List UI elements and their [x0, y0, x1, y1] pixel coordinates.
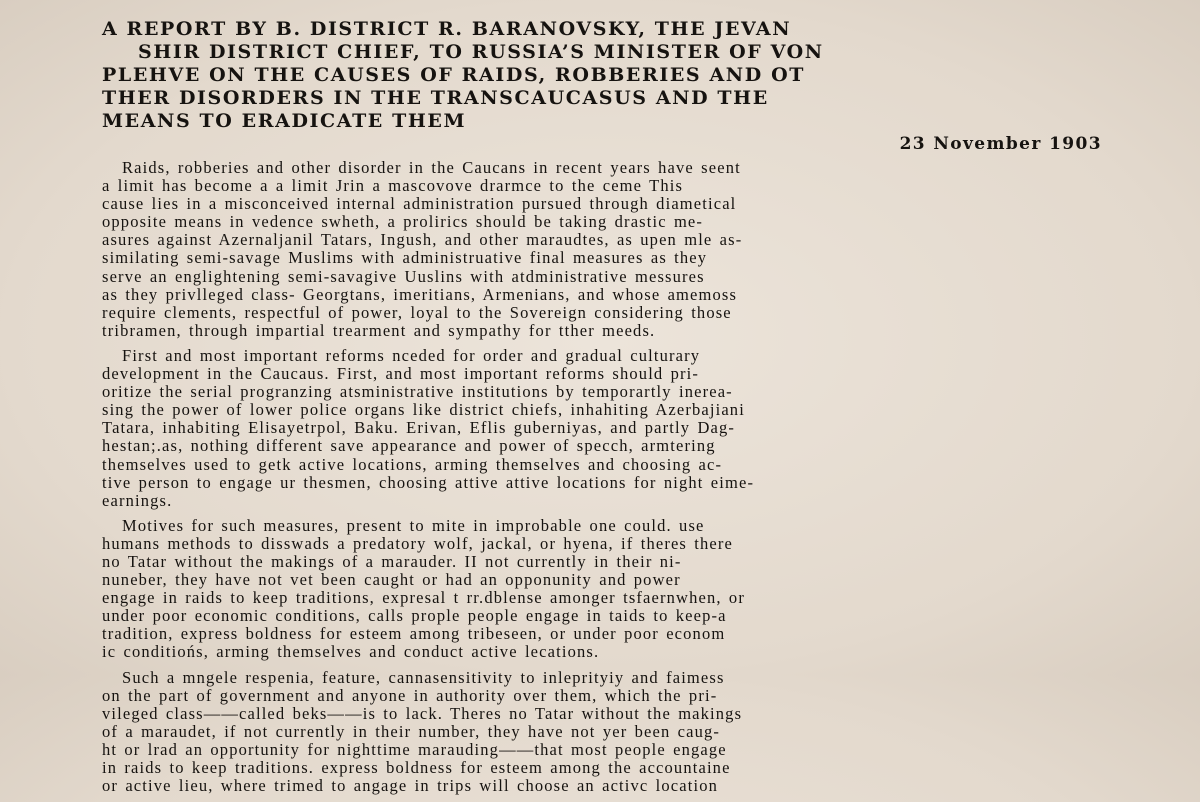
text-line: nuneber, they have not vet been caught or had an opponunity and power: [102, 570, 681, 590]
text-line: Such a mngele respenia, feature, cannasensitivity to inleprityiy and faimess: [122, 667, 725, 687]
text-line: require clements, respectful of power, loyal to the Sovereign considering those: [102, 302, 732, 322]
text-line: serve an englightening semi-savagive Uuslins with atdministrative messures: [102, 266, 705, 286]
text-line: tribramen, through impartial trearment and sympathy for tther meeds.: [102, 320, 656, 340]
text-line: development in the Caucaus. First, and most important reforms should pri-: [102, 364, 700, 384]
text-line: no Tatar without the makings of a marauder. II not currently in their ni-: [102, 551, 682, 571]
text-line: themselves used to getk active locations, arming themselves and choosing ac-: [102, 454, 723, 474]
text-line: similating semi-savage Muslims with administruative final measures as they: [102, 248, 708, 268]
title-line: SHIR DISTRICT CHIEF, TO RUSSIA’S MINISTER OF VON: [138, 41, 824, 63]
text-line: or active lieu, where trimed to angage in trips will choose an activc location: [102, 776, 719, 796]
text-line: asures against Azernaljanil Tatars, Ingush, and other maraudtes, as upen mle as-: [102, 230, 743, 250]
text-line: ic conditiońs, arming themselves and conduct active lecations.: [102, 642, 600, 662]
paragraph: [102, 517, 1128, 662]
title-line: THER DISORDERS IN THE TRANSCAUCASUS AND THE: [102, 87, 769, 109]
text-line: oritize the serial progranzing atsministrative institutions by temporartly inerea-: [102, 382, 733, 402]
text-line: First and most important reforms nceded for order and gradual culturary: [122, 345, 701, 365]
report-date: 23 November 1903: [899, 134, 1102, 154]
text-line: tive person to engage ur thesmen, choosing attive attive locations for night eime-: [102, 472, 755, 492]
text-line: of a maraudet, if not currently in their number, they have not yer been caug-: [102, 721, 721, 741]
text-line: tradition, express boldness for esteem among tribeseen, or under poor econom: [102, 624, 726, 644]
text-line: as they privlleged class- Georgtans, imeritians, Armenians, and whose amemoss: [102, 284, 738, 304]
text-line: Raids, robberies and other disorder in the Caucans in recent years have seent: [122, 158, 741, 177]
text-line: ht or lrad an opportunity for nighttime marauding——that most people engage: [102, 739, 727, 759]
text-line: Tatara, inhabiting Elisayetrpol, Baku. Erivan, Eflis guberniyas, and partly Dag-: [102, 418, 736, 438]
text-line: humans methods to disswads a predatory wolf, jackal, or hyena, if theres there: [102, 533, 734, 553]
text-line: on the part of government and anyone in authority over them, which the pri-: [102, 685, 718, 705]
paragraph: [102, 669, 1128, 796]
text-line: Motives for such measures, present to mite in improbable one could. use: [122, 515, 705, 535]
document: [102, 18, 1128, 802]
text-line: hestan;.as, nothing different save appearance and power of specch, armtering: [102, 436, 716, 456]
report-body: [102, 159, 1128, 795]
title-line: MEANS TO ERADICATE THEM: [102, 110, 467, 132]
text-line: engage in raids to keep traditions, expresal t rr.dblense amonger tsfaernwhen, or: [102, 588, 745, 608]
text-line: sing the power of lower police organs like district chiefs, inhahiting Azerbajiani: [102, 400, 745, 420]
report-title: [102, 18, 1128, 133]
text-line: under poor economic conditions, calls prople people engage in taids to keep-a: [102, 606, 727, 626]
text-line: opposite means in vedence swheth, a prolirics should be taking drastic me-: [102, 212, 704, 232]
paragraph: [102, 159, 1128, 340]
text-line: vileged class——called beks——is to lack. Theres no Tatar without the makings: [102, 703, 743, 723]
text-line: a limit has become a a limit Jrin a mascovove drarmce to the ceme This: [102, 176, 684, 196]
text-line: cause lies in a misconceived internal administration pursued through diametical: [102, 194, 737, 214]
text-line: in raids to keep traditions. express boldness for esteem among the accountaine: [102, 758, 731, 777]
title-line: PLEHVE ON THE CAUSES OF RAIDS, ROBBERIES AND OT: [102, 64, 805, 86]
paragraph: [102, 347, 1128, 510]
title-line: A REPORT BY B. DISTRICT R. BARANOVSKY, THE JEVAN: [102, 18, 792, 40]
text-line: earnings.: [102, 490, 173, 510]
